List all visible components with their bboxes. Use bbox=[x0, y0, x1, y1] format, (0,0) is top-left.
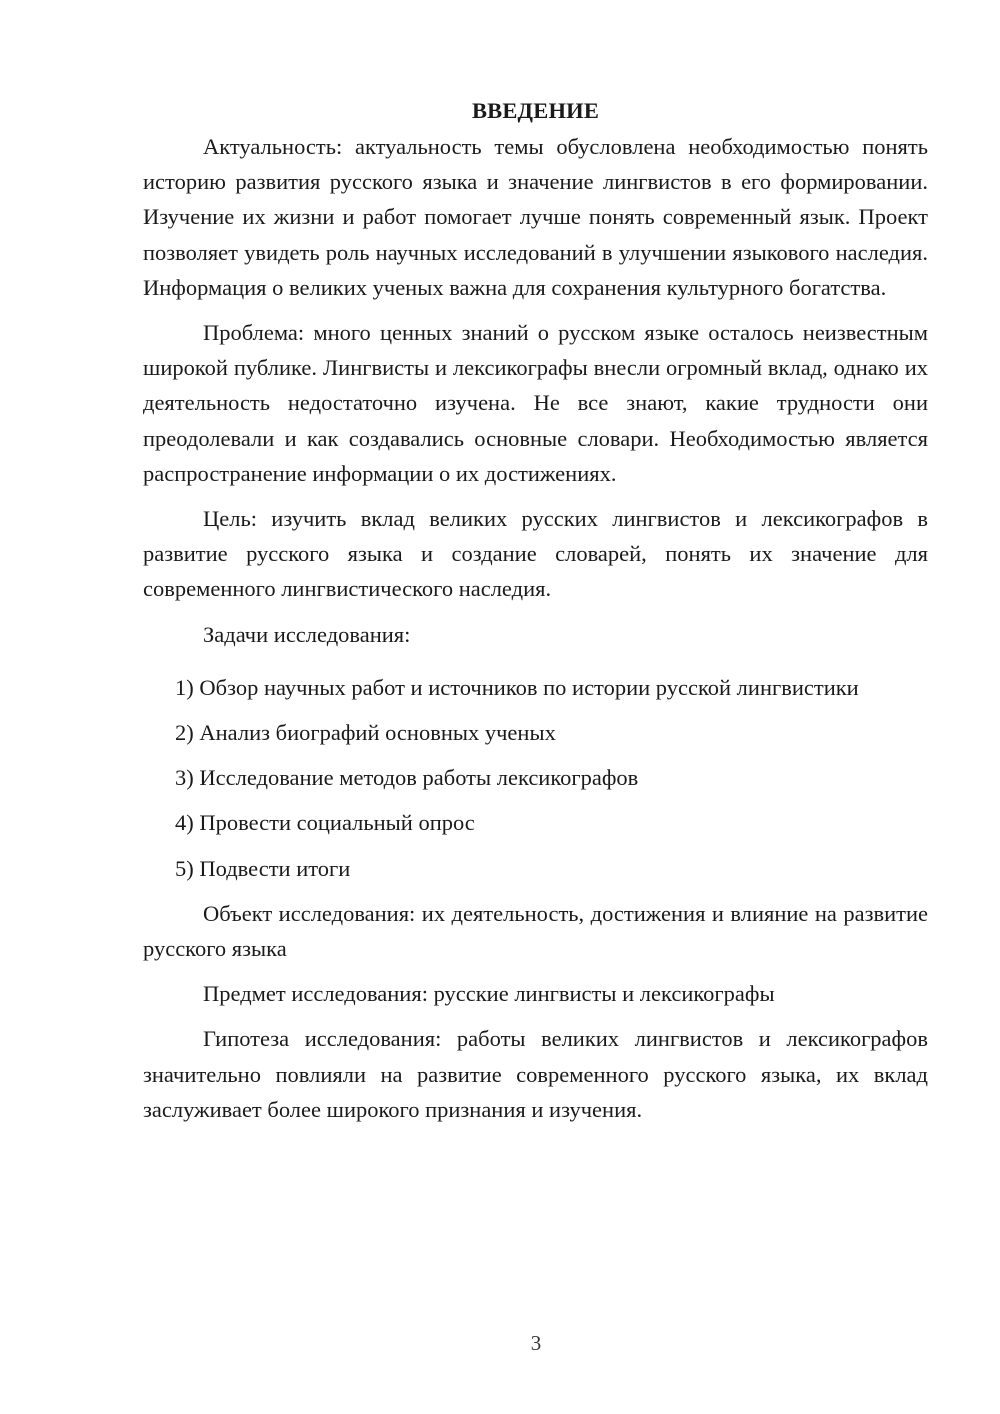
document-page bbox=[143, 93, 928, 1127]
problem-paragraph: Проблема: много ценных знаний о русском языке осталось неизвестным широкой публике. Лингвисты и лексикографы внесли огромный вклад, однако их деятельность недостаточно изучена. Не все знают, какие трудности они преодолевали и как создавались основные словари. Необходимостью является распространение информации о их достижениях. bbox=[143, 320, 928, 486]
page-number: 3 bbox=[530, 1331, 542, 1355]
task-item-2: 2) Анализ биографий основных ученых bbox=[175, 720, 556, 746]
hypothesis-paragraph: Гипотеза исследования: работы великих лингвистов и лексикографов значительно повлияли на развитие современного русского языка, их вклад заслуживает более широкого признания и изучения. bbox=[143, 1026, 928, 1122]
task-item-1: 1) Обзор научных работ и источников по истории русской лингвистики bbox=[175, 674, 859, 700]
task-item-3: 3) Исследование методов работы лексикографов bbox=[175, 765, 639, 791]
tasks-heading: Задачи исследования: bbox=[203, 621, 411, 647]
object-paragraph: Объект исследования: их деятельность, достижения и влияние на развитие русского языка bbox=[143, 900, 928, 962]
document-title: ВВЕДЕНИЕ bbox=[471, 98, 600, 123]
task-item-4: 4) Провести социальный опрос bbox=[175, 810, 475, 836]
task-item-5: 5) Подвести итоги bbox=[175, 855, 351, 881]
subject-paragraph: Предмет исследования: русские лингвисты и лексикографы bbox=[203, 981, 775, 1007]
goal-paragraph: Цель: изучить вклад великих русских лингвистов и лексикографов в развитие русского языка и создание словарей, понять их значение для современного лингвистического наследия. bbox=[143, 506, 928, 602]
relevance-paragraph: Актуальность: актуальность темы обусловлена необходимостью понять историю развития русского языка и значение лингвистов в его формировании. Изучение их жизни и работ помогает лучше понять современный язык. Проект позволяет увидеть роль научных исследований в улучшении языкового наследия. Информация о великих ученых важна для сохранения культурного богатства. bbox=[143, 134, 928, 300]
